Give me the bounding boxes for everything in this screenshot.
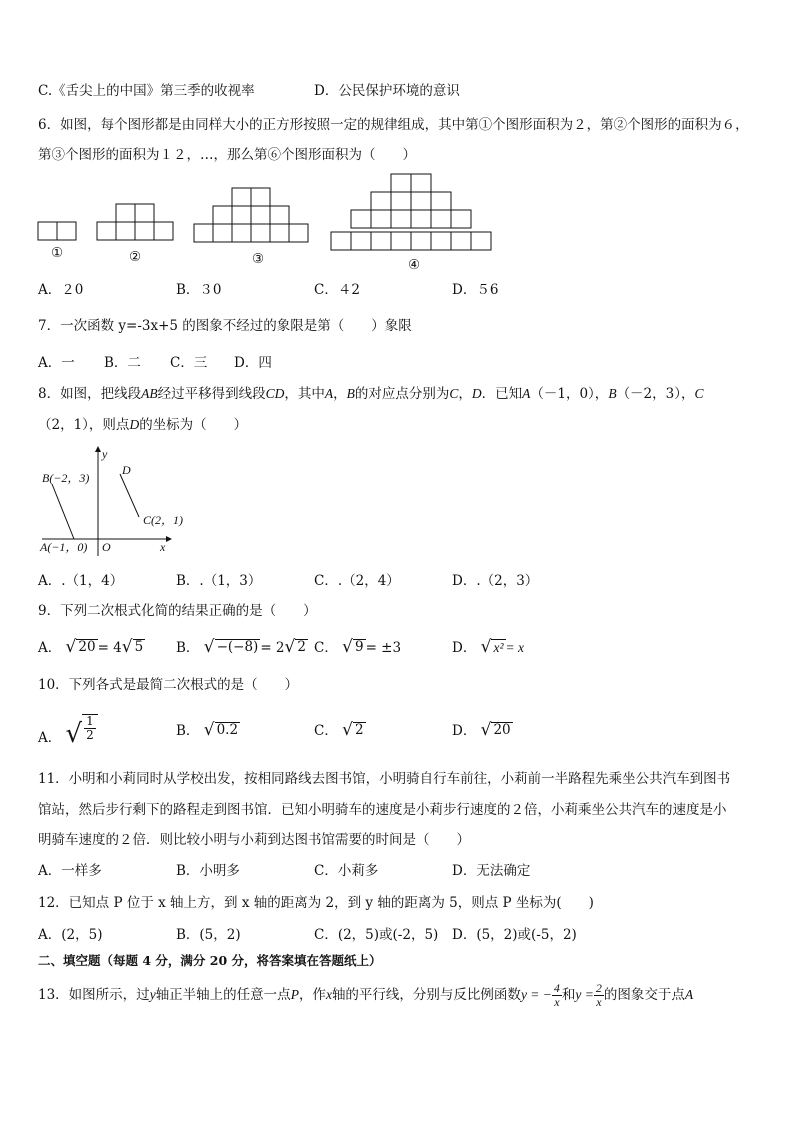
q11-option-d: D．无法确定 [452, 863, 531, 879]
q8-option-c: C．.（2，4） [314, 573, 400, 589]
q10-option-d: D． √ 20 [452, 720, 511, 740]
q8-option-b: B．.（1，3） [176, 573, 262, 589]
q11-stem-line2: 馆站，然后步行剩下的路程走到图书馆．已知小明骑车的速度是小莉步行速度的２倍，小莉乘坐公共汽车的速度是小 [38, 802, 727, 818]
q6-option-b: B．３0 [176, 282, 222, 298]
q9-option-a: A． √ 20 = 4 √ 5 [38, 637, 144, 657]
q8-stem-line2: （2，1），则点D的坐标为（ ） [38, 417, 248, 433]
q8-label-d: D [122, 463, 131, 477]
q11-stem-line3: 明骑车速度的２倍．则比较小明与小莉到达图书馆需要的时间是（ ） [38, 832, 470, 848]
q7-stem: 7．一次函数 y=-3x+5 的图象不经过的象限是第（ ）象限 [38, 318, 412, 334]
q12-option-a: A．(2，5) [38, 927, 103, 943]
q10-option-a: A． √ $\frac{1}{2}$ [38, 714, 98, 747]
q6-stem-line1: 6．如图，每个图形都是由同样大小的正方形按照一定的规律组成，其中第①个图形面积为２，第②个图形的面积为６， [38, 117, 749, 133]
q9-option-d: D． √ x² = x [452, 637, 524, 657]
q6-fig-label-3: ③ [252, 251, 265, 267]
q7-option-b: B．二 [104, 355, 141, 371]
q8-label-a: A(−1，0) [40, 540, 88, 554]
q8-label-b: B(−2，3) [42, 471, 90, 485]
q8-option-a: A．.（1，4） [38, 573, 124, 589]
q10-option-b: B． √ 0.2 [176, 720, 239, 740]
q10-stem: 10．下列各式是最简二次根式的是（ ） [38, 677, 299, 693]
q12-stem: 12．已知点 P 位于 x 轴上方，到 x 轴的距离为 2，到 y 轴的距离为 5，则点 P 坐标为( ) [38, 895, 594, 911]
q10-option-c: C． √ 2 [314, 720, 364, 740]
q8-label-x: x [160, 540, 166, 554]
q12-option-b: B．(5，2) [176, 927, 241, 943]
q6-option-d: D．５6 [452, 282, 499, 298]
q8-stem-line1: 8．如图，把线段AB经过平移得到线段CD，其中A，B的对应点分别为C，D．已知A（－1，0），B（－2，3），C [38, 386, 704, 402]
q6-fig-label-1: ① [51, 245, 64, 261]
q6-option-c: C．４2 [314, 282, 360, 298]
q8-label-y: y [102, 447, 108, 461]
q5-option-d: D．公民保护环境的意识 [314, 83, 460, 99]
q12-option-c: C．(2，5)或(-2，5) [314, 927, 439, 943]
q6-figure [0, 168, 794, 278]
q5-option-c: C.《舌尖上的中国》第三季的收视率 [38, 83, 255, 99]
q6-option-a: A．２0 [38, 282, 84, 298]
q11-option-b: B．小明多 [176, 863, 240, 879]
q6-fig-label-2: ② [129, 249, 142, 265]
q6-stem-line2: 第③个图形的面积为１２，…，那么第⑥个图形面积为（ ） [38, 147, 416, 163]
q6-fig-label-4: ④ [408, 257, 421, 273]
q8-label-c: C(2，1) [143, 513, 183, 527]
q11-option-c: C．小莉多 [314, 863, 379, 879]
q11-stem-line1: 11．小明和小莉同时从学校出发，按相同路线去图书馆，小明骑自行车前往，小莉前一半路程先乘坐公共汽车到图书 [38, 771, 731, 787]
q9-option-b: B． √ −(−8) = 2 √ 2 [176, 637, 306, 657]
q12-option-d: D．(5，2)或(-5，2) [452, 927, 577, 943]
q8-option-d: D．.（2，3） [452, 573, 539, 589]
q9-stem: 9．下列二次根式化简的结果正确的是（ ） [38, 603, 317, 619]
q8-label-origin: O [102, 540, 111, 554]
q11-option-a: A．一样多 [38, 863, 102, 879]
q8-coordinate-figure [34, 444, 234, 564]
q13-stem: 13．如图所示，过y轴正半轴上的任意一点P，作x轴的平行线，分别与反比例函数y = − $\frac{4}{x}$ 和y = $\frac{2}{x}$ 的图象交于点A [38, 981, 694, 1009]
q9-option-c: C． √ 9 = ±3 [314, 637, 402, 657]
q7-option-c: C．三 [170, 355, 208, 371]
q7-option-a: A．一 [38, 355, 75, 371]
section-heading-fill-in: 二、填空题（每题 4 分，满分 20 分，将答案填在答题纸上） [38, 953, 382, 968]
q7-option-d: D．四 [234, 355, 272, 371]
